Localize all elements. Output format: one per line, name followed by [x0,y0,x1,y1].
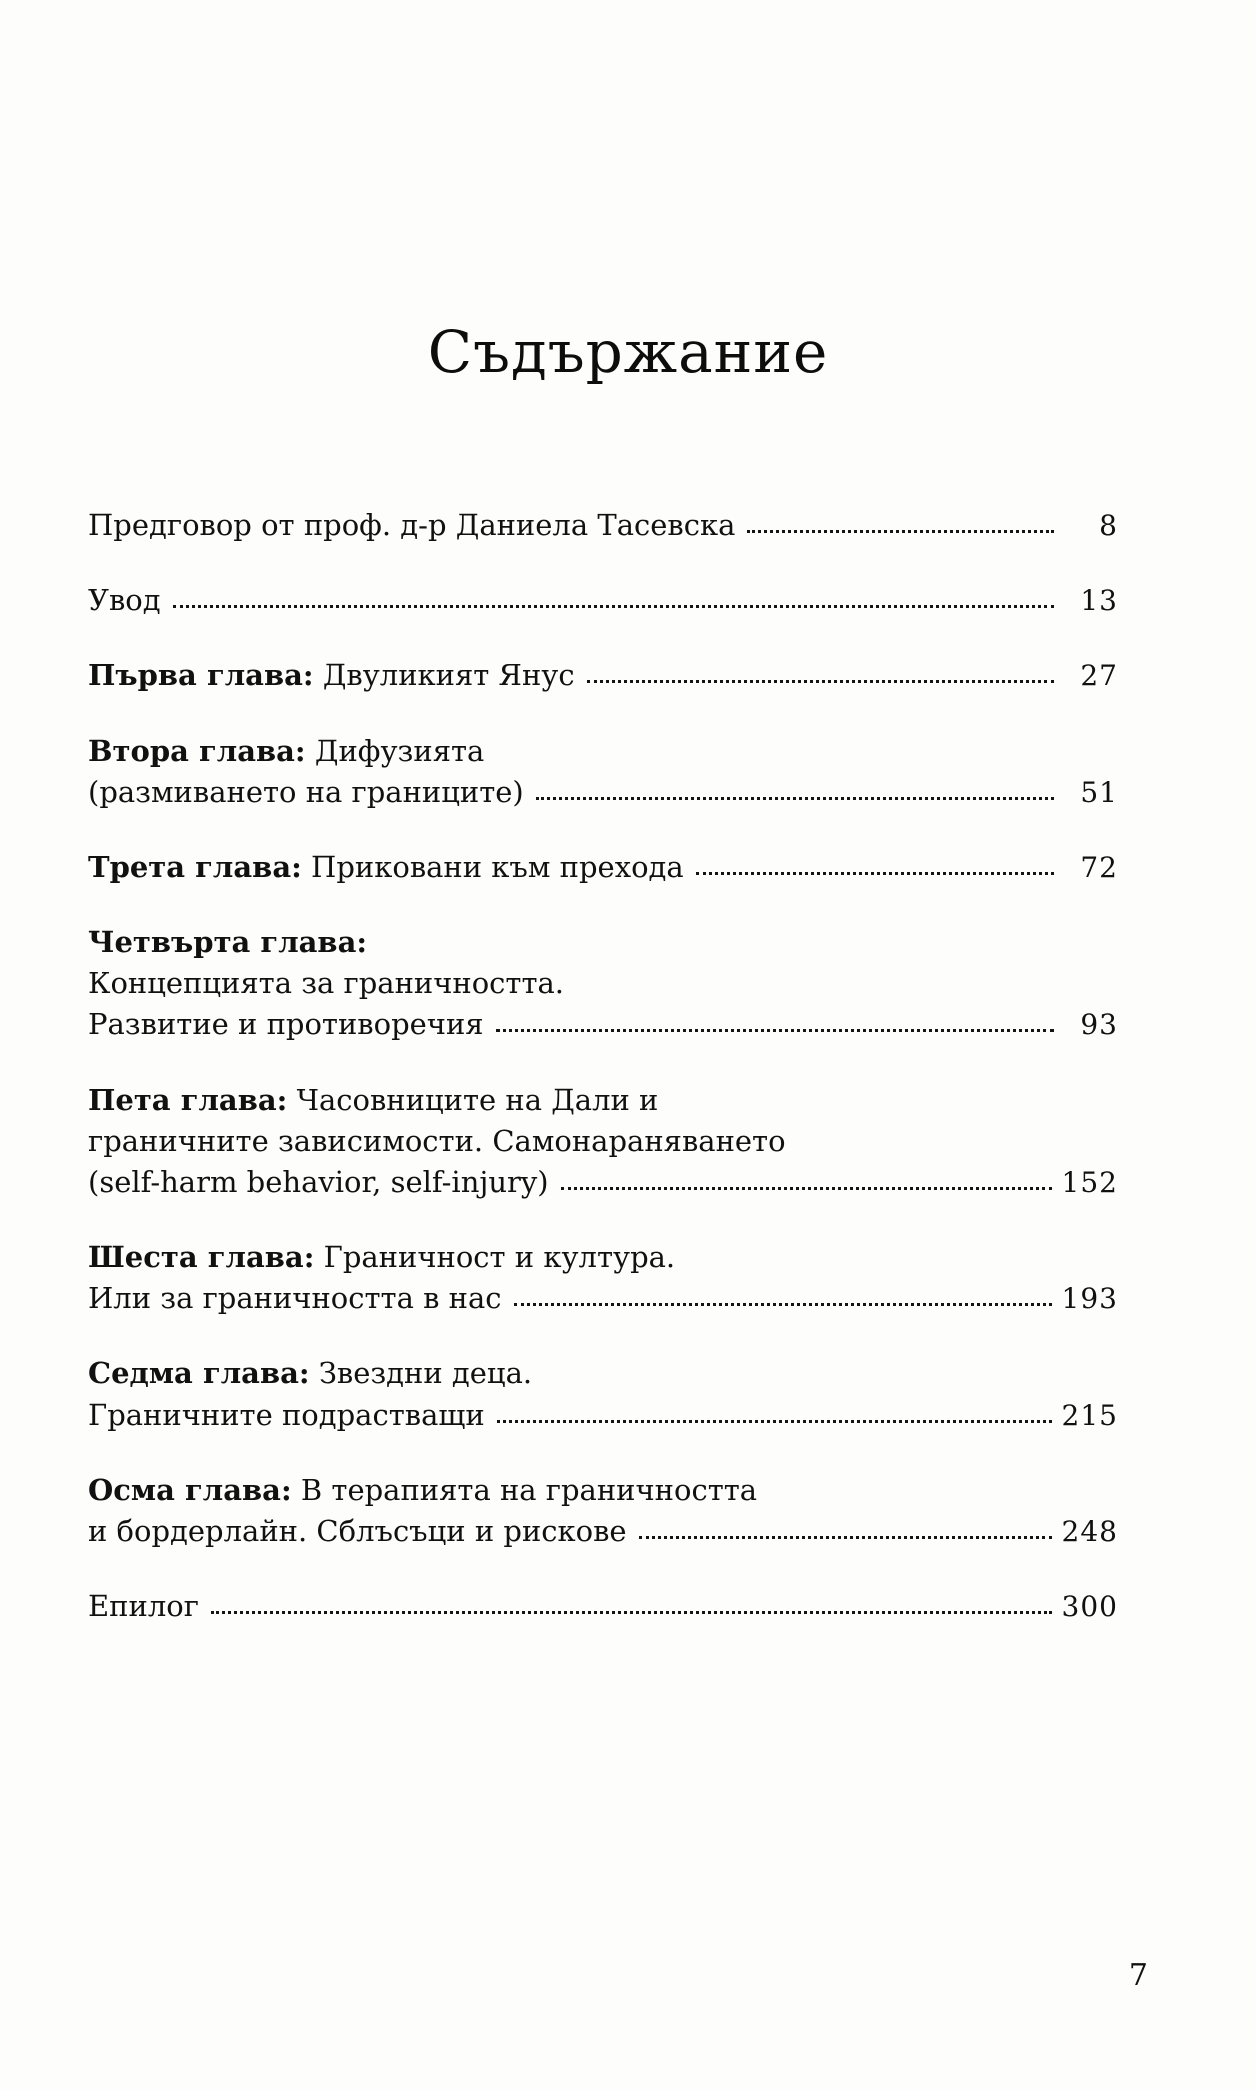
toc-entry[interactable] [88,1353,1118,1435]
toc-page-number: 72 [1080,850,1118,884]
toc-entry-text: Граничност и култура. [323,1240,676,1275]
toc-entry-text: Часовниците на Дали и [296,1082,659,1117]
toc-entry[interactable] [88,655,1118,696]
toc-page-number: 193 [1061,1282,1118,1316]
toc-entry[interactable] [88,1237,1118,1319]
toc-entry-text: Дифузията [314,733,485,768]
toc-entry-text: и бордерлайн. Сблъсъци и рискове [88,1513,627,1548]
toc-page-number: 248 [1061,1514,1118,1548]
toc-entry-text: Епилог [88,1589,199,1624]
toc-leader [747,530,1054,533]
toc-entry-chapter-label: Първа глава: [88,658,314,693]
toc-entry-text: (размиването на границите) [88,774,524,809]
toc-leader [696,872,1054,875]
toc-page-number: 51 [1080,775,1118,809]
toc-entry[interactable] [88,1470,1118,1552]
toc-entry-text: Граничните подрастващи [88,1397,485,1432]
toc-page-number: 27 [1080,659,1118,693]
toc-leader [497,1420,1052,1423]
toc-entry[interactable] [88,505,1118,546]
toc-entry-text: Звездни деца. [318,1356,533,1391]
toc-entry[interactable] [88,922,1118,1046]
toc-page-number: 8 [1099,509,1118,542]
toc-entry-chapter-label: Седма глава: [88,1356,310,1391]
toc-entry-text: Или за граничността в нас [88,1281,502,1316]
toc-entry-text: Концепцията за граничността. [88,966,565,1001]
toc-entry-text: Приковани към прехода [311,849,684,884]
toc-entry-text: граничните зависимости. Самонараняването [88,1123,786,1158]
table-of-contents [88,505,1118,1661]
toc-page-number: 300 [1061,1590,1118,1624]
toc-entry-text: Предговор от проф. д-р Даниела Тасевска [88,508,736,542]
toc-entry-text: (self-harm behavior, self-injury) [88,1164,549,1199]
toc-entry[interactable] [88,1080,1118,1204]
toc-leader [587,680,1054,683]
toc-entry-chapter-label: Втора глава: [88,733,306,768]
toc-entry-text: Двуликият Янус [322,658,575,693]
toc-entry-chapter-label: Четвърта глава: [88,925,368,960]
toc-page-number: 152 [1061,1165,1118,1199]
toc-page-number: 13 [1080,584,1118,618]
toc-entry[interactable] [88,580,1118,621]
toc-entry[interactable] [88,847,1118,888]
toc-entry-chapter-label: Шеста глава: [88,1240,315,1275]
toc-page-number: 215 [1061,1398,1118,1432]
toc-leader [514,1303,1052,1306]
toc-leader [211,1611,1052,1614]
toc-leader [496,1029,1054,1032]
toc-entry[interactable] [88,731,1118,813]
page-title: Съдържание [427,318,829,386]
toc-leader [561,1187,1052,1190]
toc-entry-text: Развитие и противоречия [88,1007,484,1042]
toc-entry-text: В терапията на граничността [300,1472,758,1507]
toc-entry-chapter-label: Трета глава: [88,849,302,884]
toc-entry[interactable] [88,1586,1118,1627]
toc-page-number: 93 [1080,1008,1118,1042]
toc-leader [639,1536,1052,1539]
toc-entry-chapter-label: Пета глава: [88,1082,288,1117]
folio-page-number: 7 [1128,1958,1148,1993]
toc-entry-chapter-label: Осма глава: [88,1472,292,1507]
toc-leader [173,605,1054,608]
toc-leader [536,797,1054,800]
toc-entry-text: Увод [88,583,161,618]
